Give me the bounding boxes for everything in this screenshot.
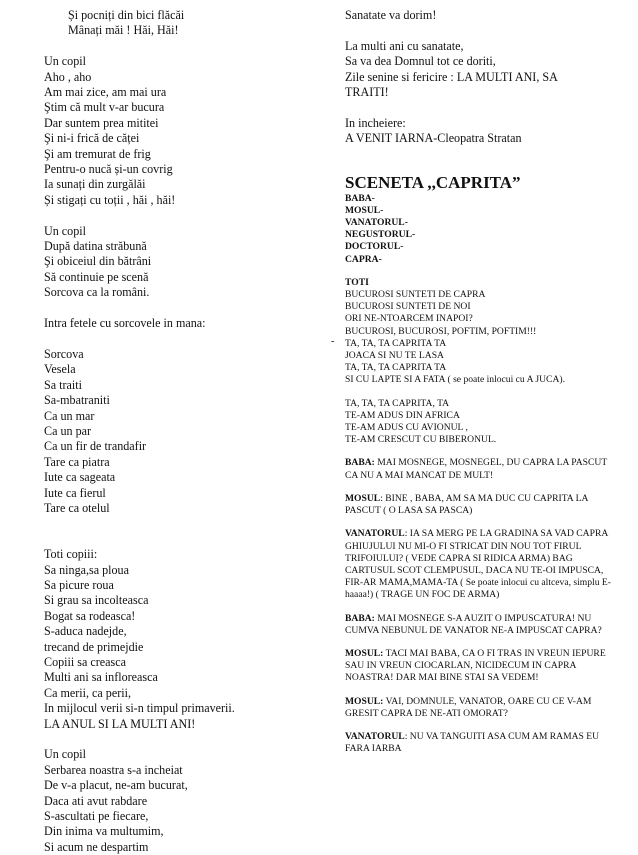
speaker-name: MOSUL: [345,647,384,659]
poem-line: Aho , aho [44,69,92,84]
conclusion-block [345,116,613,147]
final-block [44,747,306,855]
cast-list [345,193,613,266]
cast-item: VANATORUL- [345,217,408,229]
poem-line: Mânați măi ! Hăi, Hăi! [68,23,179,38]
poem-line: Sorcova [44,346,84,361]
stanza-block [44,224,306,301]
poem-line: Ia sunați din zurgălăi [44,177,146,192]
script-line: TE-AM ADUS DIN AFRICA [345,409,460,421]
poem-line: Și stigați cu toții , hăi , hăi! [44,192,176,207]
poem-line: S-aduca nadejde, [44,624,127,639]
poem-line: Ca un fir de trandafir [44,439,147,454]
left-column [44,8,306,855]
poem-line: trecand de primejdie [44,639,144,654]
poem-line: Vesela [44,362,76,377]
song-block [345,398,613,447]
poem-line: Serbarea noastra s-a incheiat [44,762,183,777]
poem-line: Și pocniți din bici flăcăi [68,8,185,22]
poem-line: Sorcova ca la români. [44,285,150,300]
poem-line: Tare ca piatra [44,454,110,469]
dialogue-line [345,493,613,517]
poem-line: Şi am tremurat de frig [44,146,151,161]
poem-line: Zile senine si fericire : LA MULTI ANI, SA [345,69,558,84]
wish-block [345,39,613,101]
poem-line: Ca un par [44,423,92,438]
poem-line: In mijlocul verii si-n timpul primaverii. [44,701,235,716]
intro-block [44,8,306,39]
poem-line: Sa va dea Domnul tot ce doriti, [345,54,496,69]
poem-line: Sa ninga,sa ploua [44,562,129,577]
poem-line: Am mai zice, am mai ura [44,85,167,100]
script-line: JOACA SI NU TE LASA [345,350,444,362]
poem-line: La multi ani cu sanatate, [345,38,464,53]
cast-item: MOSUL- [345,204,384,216]
poem-line: Si grau sa incolteasca [44,593,149,608]
script-line: SI CU LAPTE SI A FATA ( se poate inlocui cu A JUCA). [345,374,565,386]
poem-line: Iute ca sageata [44,470,116,485]
speech-text: TACI MAI BABA, CA O FI TRAS IN VREUN IEPURE SAU IN VREUN CIOCARLAN, NICIDECUM IN CAPRA NOASTRA! DAR MAI BINE STAI SA VEDEM! [345,647,606,684]
poem-line: Sa traiti [44,377,82,392]
cast-item: CAPRA- [345,253,382,265]
poem-line: Toti copiii: [44,547,98,562]
poem-line: Ca merii, ca perii, [44,685,131,700]
script-line: TE-AM CRESCUT CU BIBERONUL. [345,434,497,446]
speaker-name: MOSUL: [345,695,384,707]
cast-item: BABA- [345,192,375,204]
dialogue-line [345,696,613,720]
poem-line: Sa-mbatraniti [44,393,110,408]
poem-line: Dar suntem prea mititei [44,115,159,130]
poem-line: După datina străbună [44,239,147,254]
script-line: TA, TA, TA CAPRITA, TA [345,397,450,409]
poem-line: Şi obiceiul din bătrâni [44,254,152,269]
poem-line: Multi ani sa infloreasca [44,670,158,685]
speaker-name: VANATORUL [345,730,405,742]
poem-line: S-ascultati pe fiecare, [44,809,149,824]
song-block [345,338,613,387]
poem-line: Sanatate va dorim! [345,8,437,22]
dialogue-line [345,457,613,481]
script-line: ORI NE-NTOARCEM INAPOI? [345,313,473,325]
speech-text: MAI MOSNEGE S-A AUZIT O IMPUSCATURA! NU CUMVA NEBUNUL DE VANATOR NE-A IMPUSCAT CAPRA? [345,612,602,636]
poem-line: Pentru-o nucă și-un covrig [44,162,173,177]
script-line: TA, TA, TA CAPRITA TA [345,337,447,349]
poem-line: Bogat sa rodeasca! [44,608,136,623]
speech-text: : NU VA TANGUITI ASA CUM AM RAMAS EU FARA IARBA [345,730,600,755]
poem-line: Un copil [44,747,86,762]
poem-line: Ca un mar [44,408,95,423]
script-line: TE-AM ADUS CU AVIONUL , [345,422,468,434]
poem-line: Daca ati avut rabdare [44,793,148,808]
cast-item: DOCTORUL- [345,241,404,253]
poem-line: Tare ca otelul [44,500,110,515]
toti-label: TOTI [345,276,369,288]
right-column [345,8,613,755]
script-line: BUCUROSI SUNTETI DE CAPRA [345,289,486,301]
toti-block [44,547,306,732]
stage-direction: Intra fetele cu sorcovele in mana: [44,316,206,331]
dialogue-line [345,613,613,637]
speech-text: : IA SA MERG PE LA GRADINA SA VAD CAPRA GHIUJULUI NU MI-O FI STRICAT DIN NOU TOT FIRUL TRIFOIULUI? ( VEDE CAPRA SI RIDICA ARMA) BAG CARTUSUL SCOT CLEMPUSUL, DACA NU TE-OI IMPUSCA, FIR-AR MAMA,MAMA-TA ( Se poate inlocui cu altceva, simplu E-haaaa!) ( TRAGE UN FOC DE ARMA) [345,528,611,601]
poem-line: Din inima va multumim, [44,824,164,839]
dialogue-line [345,528,613,601]
speaker-name: BABA: [345,612,375,624]
script-line: BUCUROSI SUNTETI DE NOI [345,301,471,313]
script-line: TA, TA, TA CAPRITA TA [345,362,447,374]
poem-line: Iute ca fierul [44,485,106,500]
speaker-name: MOSUL [345,492,381,504]
poem-line: TRAITI! [345,85,389,100]
poem-line: Copiii sa creasca [44,654,126,669]
poem-line: Si acum ne despartim [44,839,149,854]
poem-line: Ştim că mult v-ar bucura [44,100,165,115]
dialogue-line [345,731,613,755]
script-line: BUCUROSI, BUCUROSI, POFTIM, POFTIM!!! [345,325,537,337]
dialogue-line [345,648,613,685]
poem-line: LA ANUL SI LA MULTI ANI! [44,716,196,731]
sceneta-title: SCENETA ,,CAPRITA” [345,172,521,192]
speech-text: : BINE , BABA, AM SA MA DUC CU CAPRITA LA PASCUT ( O LASA SA PASCA) [345,492,588,517]
poem-line: In incheiere: [345,115,406,130]
margin-dash: - [331,336,335,347]
poem-line: Şi ni-i frică de căței [44,131,140,146]
speech-text: MAI MOSNEGE, MOSNEGEL, DU CAPRA LA PASCUT CA NU A MAI MANCAT DE MULT! [345,457,608,481]
cast-item: NEGUSTORUL- [345,229,416,241]
speaker-name: VANATORUL [345,528,405,540]
poem-line: A VENIT IARNA-Cleopatra Stratan [345,131,522,146]
poem-line: Să continuie pe scenă [44,269,149,284]
speech-text: VAI, DOMNULE, VANATOR, OARE CU CE V-AM GRESIT CAPRA DE NE-ATI OMORAT? [345,695,592,719]
sorcova-block [44,347,306,516]
poem-line: De v-a placut, ne-am bucurat, [44,778,188,793]
stanza-block [44,54,306,208]
speaker-name: BABA: [345,457,375,469]
poem-line: Un copil [44,223,86,238]
poem-line: Un copil [44,54,86,69]
toti-block [345,289,613,338]
poem-line: Sa picure roua [44,577,114,592]
